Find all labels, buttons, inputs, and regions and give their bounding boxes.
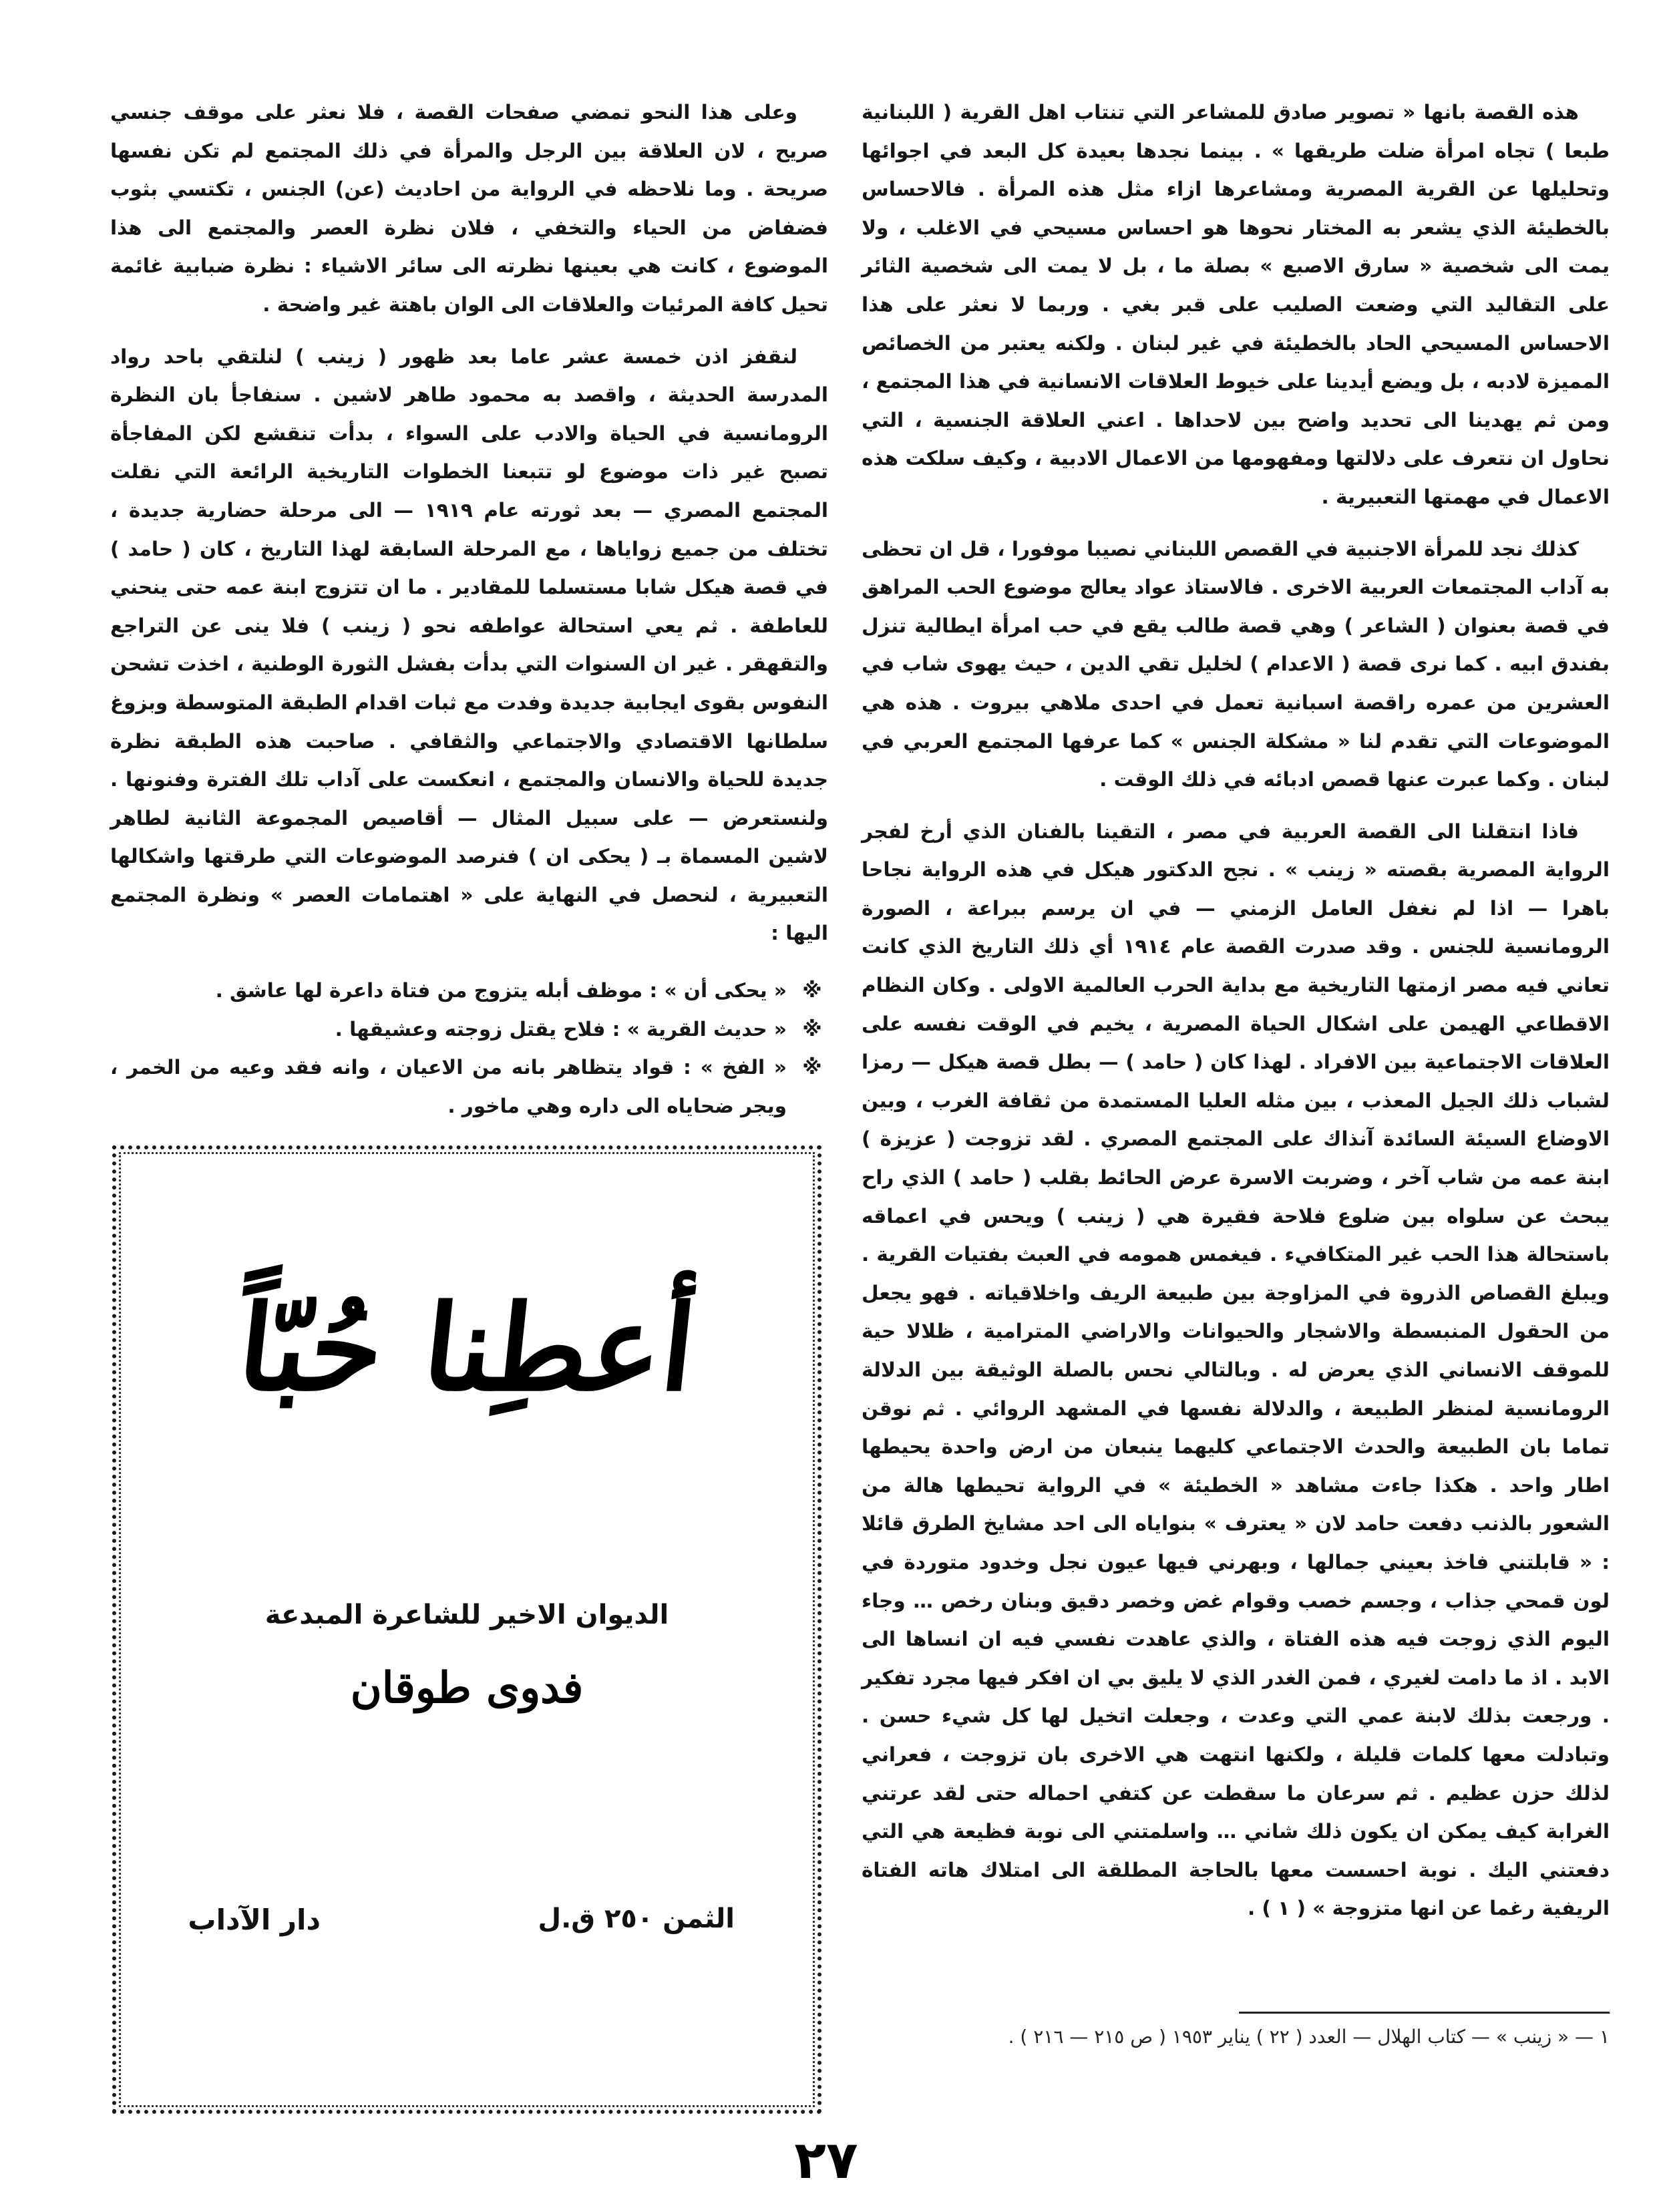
list-item-text: « حديث القرية » : فلاح يقتل زوجته وعشيقها . (335, 1017, 787, 1041)
ad-book-title: أعطِنا حُبّاً (232, 1279, 702, 1417)
list-item-text: « الفخ » : قواد يتظاهر بانه من الاعيان ، وانه فقد وعيه من الخمر ، ويجر ضحاياه الى داره وهي ماخور . (110, 1056, 787, 1117)
list-item (110, 1049, 828, 1125)
list-item (110, 1010, 828, 1049)
right-paragraph-3: فاذا انتقلنا الى القصة العربية في مصر ، التقينا بالفنان الذي أرخ لفجر الرواية المصرية بقصته « زينب » . نجح الدكتور هيكل في هذه الرواية نجاحا باهرا — اذا لم نغفل العامل الزمني — في ان يرسم ببراعة ، الصورة الرومانسية للجنس . وقد صدرت القصة عام ١٩١٤ أي ذلك التاريخ الذي كانت تعاني فيه مصر ازمتها التاريخية مع بداية الحرب العالمية الاولى . وكان النظام الاقطاعي الهيمن على اشكال الحياة المصرية ، يخيم في الوقت نفسه على العلاقات الاجتماعية بين الافراد . لهذا كان ( حامد ) — بطل قصة هيكل — رمزا لشباب ذلك الجيل المعذب ، بين مثله العليا المستمدة من ثقافة الغرب ، وبين الاوضاع السيئة السائدة آنذاك على المجتمع المصري . لقد تزوجت ( عزيزة ) ابنة عمه من شاب آخر ، وضربت الاسرة عرض الحائط بقلب ( حامد ) الذي راح يبحث عن سلواه بين ضلوع فلاحة فقيرة هي ( زينب ) ويحس في اعماقه باستحالة هذا الحب غير المتكافيء . فيغمس همومه في العبث بفتيات القرية . ويبلغ القصاص الذروة في المزاوجة بين طبيعة الريف واخلاقياته . فهو يجعل من الحقول المنبسطة والاشجار والحيوانات والاراضي المترامية ، ظلالا حية للموقف الانساني الذي يعرض له . وبالتالي نحس بالصلة الوثيقة بين الدلالة الرومانسية لمنظر الطبيعة ، والدلالة نفسها في المشهد الروائي . ثم نوقن تماما بان الطبيعة والحدث الاجتماعي كليهما ينبعان من ارض واحدة يحيطها اطار واحد . هكذا جاءت مشاهد « الخطيئة » في الرواية تحيطها هالة من الشعور بالذنب دفعت حامد لان « يعترف » بنواياه الى احد مشايخ الطرق قائلا : « قابلتني فاخذ بعيني جمالها ، وبهرني فيها عيون نجل وخدود متوردة في لون قمحي جذاب ، وجسم خصب وقوام غض وخصر دقيق وبنان رخص … وجاء اليوم الذي زوجت فيه هذه الفتاة ، والذي عاهدت نفسي فيه ان انساها الى الابد . اذ ما دامت لغيري ، فمن الغدر الذي لا يليق بي ان افكر فيها مجرد تفكير . ورجعت بذلك لابنة عمي التي وعدت ، وجعلت اتخيل لها كل شيء حسن . وتبادلت معها كلمات قليلة ، ولكنها انتهت هي الاخرى بان تزوجت ، فعراني لذلك حزن عظيم . ثم سرعان ما سقطت عن كتفي احماله حتى لقد عرتني الغرابة كيف يمكن ان يكون ذلك شاني … واسلمتني الى نوبة فظيعة هي التي دفعتني اليك . نوبة احسست معها بالحاجة المطلقة الى امتلاك هاته الفتاة الريفية رغما عن انها متزوجة » ( ١ ) . (862, 819, 1610, 1920)
ad-subtitle: الديوان الاخير للشاعرة المبدعة (264, 1600, 669, 1630)
right-paragraph-2: كذلك نجد للمرأة الاجنبية في القصص اللبناني نصيبا موفورا ، قل ان تحظى به آداب المجتمعات العربية الاخرى . فالاستاذ عواد يعالج موضوع الحب المراهق في قصة بعنوان ( الشاعر ) وهي قصة طالب يقع في حب امرأة ايطالية تنزل بفندق ابيه . كما نرى قصة ( الاعدام ) لخليل تقي الدين ، حيث يهوى شاب في العشرين من عمره راقصة اسبانية تعمل في احدى ملاهي بيروت . هذه هي الموضوعات التي تقدم لنا « مشكلة الجنس » كما عرفها المجتمع العربي في لبنان . وكما عبرت عنها قصص ادبائه في ذلك الوقت . (862, 537, 1610, 791)
left-paragraph-1: وعلى هذا النحو تمضي صفحات القصة ، فلا نعثر على موقف جنسي صريح ، لان العلاقة بين الرجل والمرأة في ذلك المجتمع لم تكن نفسها صريحة . وما نلاحظه في الرواية من احاديث (عن) الجنس ، تكتسي بثوب فضفاض من الحياء والتخفي ، فلان نظرة العصر والمجتمع الى هذا الموضوع ، كانت هي بعينها نظرته الى سائر الاشياء : نظرة ضبابية غائمة تحيل كافة المرئيات والعلاقات الى الوان باهتة غير واضحة . (110, 101, 828, 316)
right-paragraph-1: هذه القصة بانها « تصوير صادق للمشاعر التي تنتاب اهل القرية ( اللبنانية طبعا ) تجاه امرأة ضلت طريقها » . بينما نجدها بعيدة كل البعد في اجوائها وتحليلها عن القرية المصرية ومشاعرها ازاء مثل هذه المرأة . فالاحساس بالخطيئة الذي يشعر به المختار نحوها هو احساس مسيحي في الاغلب ، ولا يمت الى شخصية « سارق الاصبع » بصلة ما ، بل لا يمت الى شخصية الثائر على التقاليد التي وضعت الصليب على قبر بغي . وربما لا نعثر على هذا الاحساس المسيحي الحاد بالخطيئة في غير لبنان . ولكنه يعتبر من الخصائص المميزة لادبه ، بل ويضع أيدينا على خيوط العلاقات الانسانية في هذا المجتمع ، ومن ثم يهدينا الى تحديد واضح بين لاحداها . اعني العلاقة الجنسية ، التي نحاول ان نتعرف على دلالتها ومفهومها من الاعمال الادبية ، وكيف سلكت هذه الاعمال في مهمتها التعبيرية . (862, 101, 1610, 508)
footnote-divider (1239, 2012, 1610, 2014)
ad-price: الثمن ٢٥٠ ق.ل (538, 1903, 735, 1934)
left-paragraph-2: لنقفز اذن خمسة عشر عاما بعد ظهور ( زينب ) لنلتقي باحد رواد المدرسة الحديثة ، واقصد به محمود طاهر لاشين . سنفاجأ بان النظرة الرومانسية في الحياة والادب على السواء ، بدأت تنقشع لكن المفاجأة تصبح غير ذات موضوع لو تتبعنا الخطوات التاريخية الرائعة التي نقلت المجتمع المصري — بعد ثورته عام ١٩١٩ — الى مرحلة حضارية جديدة ، تختلف من جميع زواياها ، مع المرحلة السابقة لهذا التاريخ ، كان ( حامد ) في قصة هيكل شابا مستسلما للمقادير . ما ان تتزوج ابنة عمه حتى ينحني للعاطفة . ثم يعي استحالة عواطفه نحو ( زينب ) فلا ينى عن التراجع والتقهقر . غير ان السنوات التي بدأت بفشل الثورة الوطنية ، اخذت تشحن النفوس بقوى ايجابية جديدة وفدت مع ثبات اقدام الطبقة المتوسطة وبزوغ سلطانها الاقتصادي والاجتماعي والثقافي . صاحبت هذه الطبقة نظرة جديدة للحياة والانسان والمجتمع ، انعكست على آداب تلك الفترة وفنونها . ولنستعرض — على سبيل المثال — أقاصيص المجموعة الثانية لطاهر لاشين المسماة بـ ( يحكى ان ) فنرصد الموضوعات التي طرقتها واشكالها التعبيرية ، لنحصل في النهاية على « اهتمامات العصر » ونظرة المجتمع اليها : (110, 345, 829, 945)
asterisk-icon: ※ (802, 1017, 822, 1041)
asterisk-icon: ※ (802, 979, 822, 1003)
ad-author: فدوى طوقان (350, 1663, 584, 1713)
right-column (862, 94, 1610, 1928)
page-number: ٢٧ (794, 2131, 858, 2191)
story-list (110, 972, 828, 1125)
footnote: ١ — « زينب » — كتاب الهلال — العدد ( ٢٢ ) يناير ١٩٥٣ ( ص ٢١٥ — ٢١٦ ) . (1008, 2026, 1610, 2048)
list-item (110, 972, 828, 1010)
asterisk-icon: ※ (802, 1056, 822, 1080)
left-column (110, 94, 828, 1125)
list-item-text: « يحكى أن » : موظف أبله يتزوج من فتاة داعرة لها عاشق . (215, 979, 787, 1002)
ad-publisher: دار الآداب (188, 1903, 321, 1936)
